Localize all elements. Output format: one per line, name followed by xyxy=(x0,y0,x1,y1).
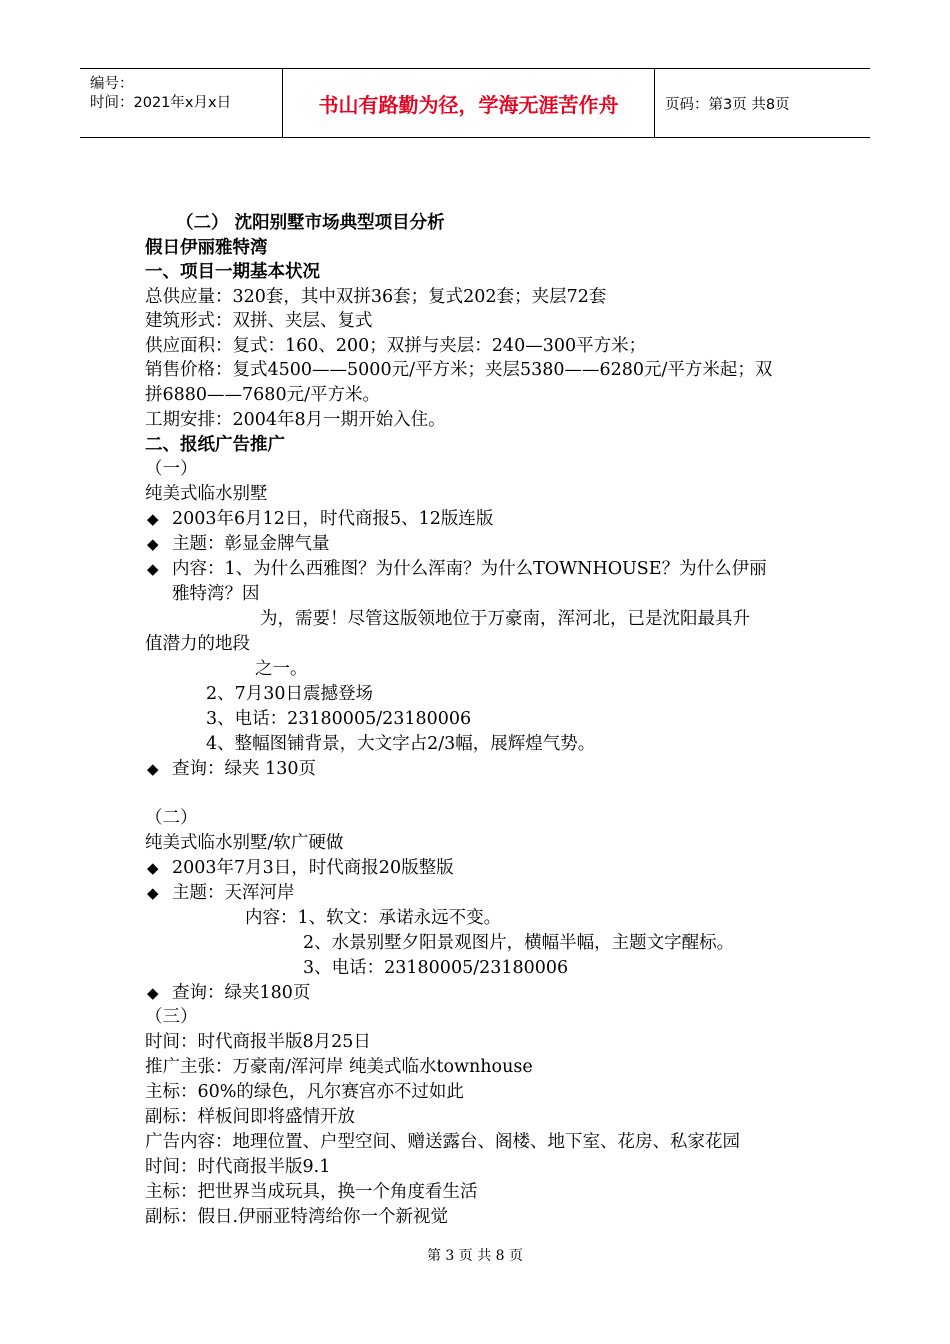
motto: 书山有路勤为径，学海无涯苦作舟 xyxy=(318,92,619,117)
ad3-time-1: 时间：时代商报半版8月25日 xyxy=(145,1032,371,1052)
time-label: 时间：2021年x月x日 xyxy=(90,95,232,111)
ad3-subtitle-1: 副标：样板间即将盛情开放 xyxy=(145,1107,355,1127)
ad2-title: 纯美式临水别墅/软广硬做 xyxy=(145,833,344,853)
number-label: 编号： xyxy=(90,76,134,92)
ad3-main-title-1: 主标：60%的绿色，凡尔赛宫亦不过如此 xyxy=(145,1082,464,1102)
page-footer: 第 3 页 共 8 页 xyxy=(426,1248,524,1264)
ad2-theme: 主题：天浑河岸 xyxy=(172,883,295,903)
ad2-content-2: 2、水景别墅夕阳景观图片，横幅半幅，主题文字醒标。 xyxy=(303,933,735,953)
ad1-content-3: 为，需要！尽管这版领地位于万豪南，浑河北，已是沈阳最具升 xyxy=(260,609,750,629)
ad3-subtitle-2: 副标：假日.伊丽亚特湾给你一个新视觉 xyxy=(145,1207,449,1227)
page-label: 页码：第3页 共8页 xyxy=(665,96,790,113)
supply-line: 总供应量：320套，其中双拼36套；复式202套；夹层72套 xyxy=(145,287,607,307)
heading-newspaper-ads: 二、报纸广告推广 xyxy=(145,435,285,455)
header-page-cell xyxy=(655,69,870,137)
ad1-label: （一） xyxy=(145,459,198,479)
ad1-theme: 主题：彰显金牌气量 xyxy=(172,534,330,554)
ad2-query: 查询：绿夹180页 xyxy=(172,983,311,1003)
ad1-item-3: 3、电话：23180005/23180006 xyxy=(206,709,472,729)
ad2-date: 2003年7月3日，时代商报20版整版 xyxy=(172,858,454,878)
ad1-content-1: 内容：1、为什么西雅图？为什么浑南？为什么TOWNHOUSE？为什么伊丽 xyxy=(172,559,767,579)
price-line-1: 销售价格：复式4500——5000元/平方米；夹层5380——6280元/平方米起；双 xyxy=(145,360,773,380)
header-meta-cell xyxy=(80,69,283,137)
ad1-item-4: 4、整幅图铺背景，大文字占2/3幅，展辉煌气势。 xyxy=(206,734,596,754)
bullet-icon: ◆ xyxy=(147,510,159,528)
bullet-icon: ◆ xyxy=(147,760,159,778)
ad3-time-2: 时间：时代商报半版9.1 xyxy=(145,1157,331,1177)
project-name: 假日伊丽雅特湾 xyxy=(145,238,268,258)
ad3-label: （三） xyxy=(145,1007,198,1027)
ad3-ad-content: 广告内容：地理位置、户型空间、赠送露台、阁楼、地下室、花房、私家花园 xyxy=(145,1132,740,1152)
bullet-icon: ◆ xyxy=(147,859,159,877)
ad3-main-title-2: 主标：把世界当成玩具，换一个角度看生活 xyxy=(145,1182,478,1202)
ad1-content-2: 雅特湾？因 xyxy=(172,584,260,604)
heading-basic-status: 一、项目一期基本状况 xyxy=(145,262,320,282)
ad1-title: 纯美式临水别墅 xyxy=(145,484,268,504)
bullet-icon: ◆ xyxy=(147,984,159,1002)
ad2-content-3: 3、电话：23180005/23180006 xyxy=(303,958,569,978)
bullet-icon: ◆ xyxy=(147,560,159,578)
building-line: 建筑形式：双拼、夹层、复式 xyxy=(145,311,373,331)
ad1-item-2: 2、7月30日震撼登场 xyxy=(206,684,374,704)
page-header xyxy=(80,68,870,138)
area-line: 供应面积：复式：160、200；双拼与夹层：240—300平方米； xyxy=(145,336,647,356)
ad2-label: （二） xyxy=(145,808,198,828)
ad3-proposition: 推广主张：万豪南/浑河岸 纯美式临水townhouse xyxy=(145,1057,533,1077)
bullet-icon: ◆ xyxy=(147,535,159,553)
ad1-date: 2003年6月12日，时代商报5、12版连版 xyxy=(172,509,494,529)
schedule-line: 工期安排：2004年8月一期开始入住。 xyxy=(145,410,446,430)
header-motto-cell xyxy=(283,69,655,137)
ad1-content-5: 之一。 xyxy=(255,659,308,679)
bullet-icon: ◆ xyxy=(147,884,159,902)
ad2-content-1: 内容：1、软文：承诺永远不变。 xyxy=(245,908,502,928)
ad1-content-4: 值潜力的地段 xyxy=(145,634,250,654)
price-line-2: 拼6880——7680元/平方米。 xyxy=(145,385,380,405)
ad1-query: 查询：绿夹 130页 xyxy=(172,759,316,779)
section-title: （二） 沈阳别墅市场典型项目分析 xyxy=(176,213,445,233)
